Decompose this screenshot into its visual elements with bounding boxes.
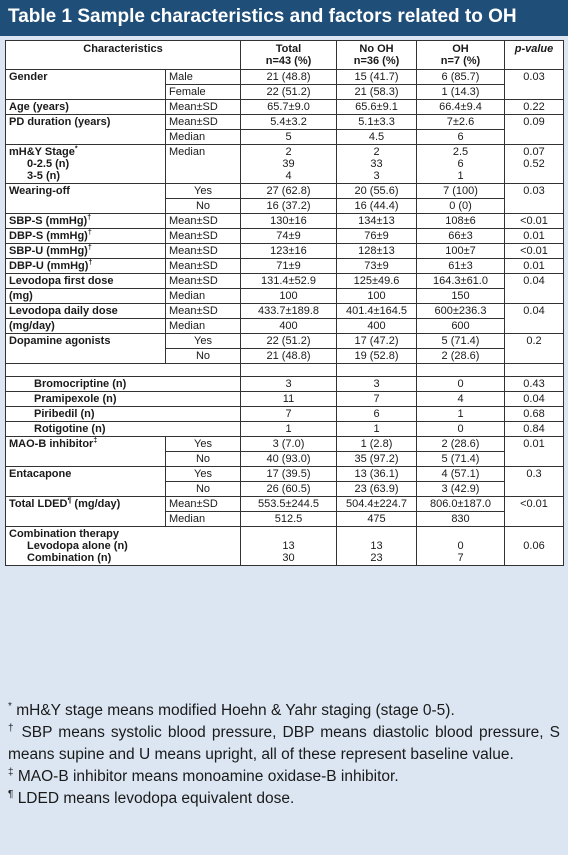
table-row (6, 437, 564, 452)
cell-p-value: 0.2 (505, 334, 564, 364)
cell-no-oh: 4.5 (337, 130, 417, 145)
cell-oh: 7±2.6 (417, 115, 505, 130)
table-row (6, 70, 564, 85)
cell-p-value: 0.06 (505, 527, 564, 566)
cell-oh: 61±3 (417, 259, 505, 274)
row-stat: No (166, 452, 241, 467)
cell-p-value: <0.01 (505, 497, 564, 527)
row-stat: Mean±SD (166, 259, 241, 274)
cell-oh: 2.5 6 1 (417, 145, 505, 184)
cell-no-oh: 65.6±9.1 (337, 100, 417, 115)
footnote-marker: † (87, 214, 92, 222)
cell-total: 5.4±3.2 (241, 115, 337, 130)
cell-total: 21 (48.8) (241, 70, 337, 85)
cell-oh: 0 7 (417, 527, 505, 566)
table-row (6, 100, 564, 115)
cell-no-oh: 6 (337, 407, 417, 422)
footnote-marker: ‡ (93, 437, 98, 445)
row-label: Combination therapy Levodopa alone (n) Combination (n) (6, 527, 241, 566)
cell-oh: 3 (42.9) (417, 482, 505, 497)
cell-p-value: 0.22 (505, 100, 564, 115)
table-title: Table 1 Sample characteristics and factors related to OH (8, 6, 517, 27)
cell-oh: 100±7 (417, 244, 505, 259)
cell-total: 16 (37.2) (241, 199, 337, 214)
row-stat: Yes (166, 437, 241, 452)
cell-no-oh: 21 (58.3) (337, 85, 417, 100)
row-label: (mg/day) (6, 319, 166, 334)
row-stat: Mean±SD (166, 115, 241, 130)
table-row (6, 304, 564, 319)
row-stat: No (166, 349, 241, 364)
footnote-marker: † (87, 229, 92, 237)
cell-oh: 5 (71.4) (417, 452, 505, 467)
cell-no-oh: 1 (2.8) (337, 437, 417, 452)
cell-oh: 150 (417, 289, 505, 304)
cell-oh: 5 (71.4) (417, 334, 505, 349)
row-stat: Mean±SD (166, 229, 241, 244)
row-stat: Female (166, 85, 241, 100)
footnotes (8, 700, 560, 810)
row-stat: No (166, 199, 241, 214)
title-bar (0, 0, 568, 36)
cell-no-oh: 73±9 (337, 259, 417, 274)
cell-oh: 0 (0) (417, 199, 505, 214)
header-characteristics: Characteristics (6, 41, 241, 70)
row-stat: Mean±SD (166, 100, 241, 115)
cell-no-oh: 23 (63.9) (337, 482, 417, 497)
cell-no-oh: 2 33 3 (337, 145, 417, 184)
cell-oh: 7 (100) (417, 184, 505, 199)
cell-oh: 108±6 (417, 214, 505, 229)
row-label: SBP-U (mmHg)† (6, 244, 166, 259)
cell-total: 74±9 (241, 229, 337, 244)
cell-oh: 66.4±9.4 (417, 100, 505, 115)
row-stat: Yes (166, 184, 241, 199)
cell-no-oh: 100 (337, 289, 417, 304)
cell-p-value: 0.04 (505, 274, 564, 304)
row-label: PD duration (years) (6, 115, 166, 145)
cell-total: 2 39 4 (241, 145, 337, 184)
cell-total: 22 (51.2) (241, 85, 337, 100)
cell-total: 3 (7.0) (241, 437, 337, 452)
cell-p-value: 0.04 (505, 392, 564, 407)
cell-total: 5 (241, 130, 337, 145)
row-stat: Male (166, 70, 241, 85)
cell-p-value: 0.01 (505, 437, 564, 467)
table-row (6, 422, 564, 437)
cell-total: 11 (241, 392, 337, 407)
footnote-marker: ¶ (67, 497, 72, 505)
cell-total: 71±9 (241, 259, 337, 274)
cell-total: 512.5 (241, 512, 337, 527)
cell-p-value: 0.84 (505, 422, 564, 437)
cell-total: 40 (93.0) (241, 452, 337, 467)
cell-no-oh: 20 (55.6) (337, 184, 417, 199)
cell-p-value: 0.03 (505, 70, 564, 100)
cell-oh: 1 (417, 407, 505, 422)
table-row (6, 527, 564, 566)
cell-total: 3 (241, 377, 337, 392)
cell-no-oh: 401.4±164.5 (337, 304, 417, 319)
row-label: Rotigotine (n) (6, 422, 241, 437)
cell-no-oh: 17 (47.2) (337, 334, 417, 349)
cell-p-value: 0.43 (505, 377, 564, 392)
row-stat: Median (166, 512, 241, 527)
cell-total: 130±16 (241, 214, 337, 229)
characteristics-table (5, 40, 564, 566)
cell-no-oh: 13 (36.1) (337, 467, 417, 482)
cell-p-value: 0.01 (505, 229, 564, 244)
cell-total: 65.7±9.0 (241, 100, 337, 115)
row-label: Levodopa daily dose (6, 304, 166, 319)
footnote-marker: * (74, 145, 78, 153)
footnote: ¶ LDED means levodopa equivalent dose. (8, 788, 295, 807)
cell-no-oh: 5.1±3.3 (337, 115, 417, 130)
row-stat: No (166, 482, 241, 497)
cell-p-value: <0.01 (505, 214, 564, 229)
cell-total: 21 (48.8) (241, 349, 337, 364)
footnote: † SBP means systolic blood pressure, DBP means diastolic blood pressure, S means supine and U means upright, all of these represent baseline value. (8, 722, 561, 763)
cell-oh: 4 (57.1) (417, 467, 505, 482)
table-container (5, 40, 563, 566)
row-stat: Median (166, 130, 241, 145)
row-label: Wearing-off (6, 184, 166, 214)
cell-oh: 0 (417, 377, 505, 392)
row-label: mH&Y Stage* 0-2.5 (n) 3-5 (n) (6, 145, 166, 184)
cell-no-oh: 1 (337, 422, 417, 437)
cell-total: 123±16 (241, 244, 337, 259)
cell-total: 26 (60.5) (241, 482, 337, 497)
footnote-marker: † (87, 244, 92, 252)
cell-oh: 6 (417, 130, 505, 145)
table-row (6, 467, 564, 482)
row-label: Dopamine agonists (6, 334, 166, 364)
cell-oh: 0 (417, 422, 505, 437)
cell-total: 1 (241, 422, 337, 437)
row-label: Pramipexole (n) (6, 392, 241, 407)
row-label: DBP-S (mmHg)† (6, 229, 166, 244)
row-stat: Mean±SD (166, 497, 241, 512)
table-row (6, 244, 564, 259)
row-label: Gender (6, 70, 166, 100)
cell-no-oh: 125±49.6 (337, 274, 417, 289)
cell-no-oh: 13 23 (337, 527, 417, 566)
cell-p-value: 0.07 0.52 (505, 145, 564, 184)
cell-oh: 830 (417, 512, 505, 527)
cell-p-value: 0.68 (505, 407, 564, 422)
footnote: * mH&Y stage means modified Hoehn & Yahr staging (stage 0-5). (8, 700, 455, 719)
cell-total: 131.4±52.9 (241, 274, 337, 289)
header-p-value: p-value (505, 41, 564, 70)
row-label: Entacapone (6, 467, 166, 497)
row-stat: Median (166, 319, 241, 334)
row-label: SBP-S (mmHg)† (6, 214, 166, 229)
cell-oh: 600 (417, 319, 505, 334)
table-row-spacer (6, 364, 564, 377)
table-row (6, 184, 564, 199)
cell-p-value: 0.01 (505, 259, 564, 274)
cell-total: 13 30 (241, 527, 337, 566)
cell-no-oh: 15 (41.7) (337, 70, 417, 85)
cell-no-oh: 128±13 (337, 244, 417, 259)
header-no-oh: No OH n=36 (%) (337, 41, 417, 70)
row-label: Total LDED¶ (mg/day) (6, 497, 166, 527)
table-row (6, 259, 564, 274)
cell-p-value: 0.03 (505, 184, 564, 214)
row-label: DBP-U (mmHg)† (6, 259, 166, 274)
row-stat: Mean±SD (166, 214, 241, 229)
cell-no-oh: 76±9 (337, 229, 417, 244)
cell-no-oh: 3 (337, 377, 417, 392)
row-stat: Median (166, 145, 241, 184)
table-row (6, 319, 564, 334)
table-row (6, 334, 564, 349)
footnote-marker: † (88, 259, 93, 267)
footnote: ‡ MAO-B inhibitor means monoamine oxidase-B inhibitor. (8, 766, 399, 785)
row-stat: Median (166, 289, 241, 304)
cell-p-value: 0.3 (505, 467, 564, 497)
table-row (6, 497, 564, 512)
row-label: Bromocriptine (n) (6, 377, 241, 392)
row-label: Age (years) (6, 100, 166, 115)
table-row (6, 377, 564, 392)
table-row (6, 145, 564, 184)
cell-p-value: 0.09 (505, 115, 564, 145)
row-label: Levodopa first dose (6, 274, 166, 289)
cell-total: 433.7±189.8 (241, 304, 337, 319)
cell-p-value: <0.01 (505, 244, 564, 259)
cell-total: 553.5±244.5 (241, 497, 337, 512)
cell-total: 22 (51.2) (241, 334, 337, 349)
cell-oh: 6 (85.7) (417, 70, 505, 85)
cell-oh: 66±3 (417, 229, 505, 244)
header-oh: OH n=7 (%) (417, 41, 505, 70)
table-row (6, 407, 564, 422)
cell-total: 7 (241, 407, 337, 422)
row-stat: Yes (166, 334, 241, 349)
header-total: Total n=43 (%) (241, 41, 337, 70)
cell-oh: 806.0±187.0 (417, 497, 505, 512)
cell-oh: 600±236.3 (417, 304, 505, 319)
cell-oh: 4 (417, 392, 505, 407)
cell-p-value: 0.04 (505, 304, 564, 334)
row-stat: Mean±SD (166, 244, 241, 259)
cell-oh: 1 (14.3) (417, 85, 505, 100)
table-row (6, 289, 564, 304)
cell-no-oh: 16 (44.4) (337, 199, 417, 214)
cell-no-oh: 400 (337, 319, 417, 334)
cell-oh: 2 (28.6) (417, 349, 505, 364)
row-stat: Mean±SD (166, 304, 241, 319)
table-row (6, 274, 564, 289)
cell-no-oh: 475 (337, 512, 417, 527)
table-row (6, 214, 564, 229)
cell-total: 27 (62.8) (241, 184, 337, 199)
cell-no-oh: 7 (337, 392, 417, 407)
cell-no-oh: 35 (97.2) (337, 452, 417, 467)
cell-no-oh: 19 (52.8) (337, 349, 417, 364)
cell-total: 100 (241, 289, 337, 304)
cell-total: 17 (39.5) (241, 467, 337, 482)
cell-oh: 164.3±61.0 (417, 274, 505, 289)
cell-no-oh: 134±13 (337, 214, 417, 229)
table-row (6, 392, 564, 407)
table-row (6, 115, 564, 130)
row-label: (mg) (6, 289, 166, 304)
cell-no-oh: 504.4±224.7 (337, 497, 417, 512)
table-row (6, 229, 564, 244)
table-header-row (6, 41, 564, 70)
row-label: Piribedil (n) (6, 407, 241, 422)
cell-oh: 2 (28.6) (417, 437, 505, 452)
row-stat: Yes (166, 467, 241, 482)
row-stat: Mean±SD (166, 274, 241, 289)
row-label: MAO-B inhibitor‡ (6, 437, 166, 467)
cell-total: 400 (241, 319, 337, 334)
